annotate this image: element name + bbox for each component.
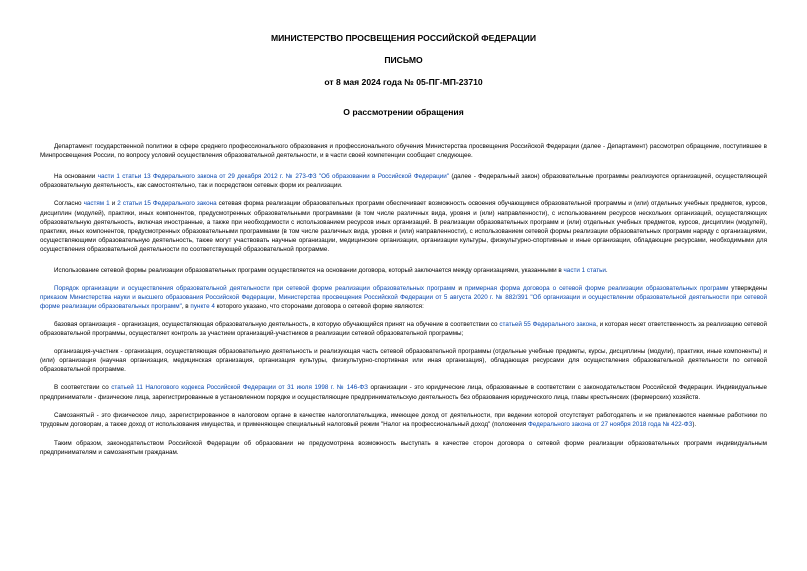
legal-reference-link[interactable]: частям 1: [83, 200, 110, 208]
paragraph-text: (далее - Федеральный закон) образовательные программы реализуются организацией, осуществляющей образовательную деятельность, как самостоятельно, так и посредством сетевых форм их реализации.: [40, 172, 768, 189]
legal-reference-link[interactable]: части 1 статьи: [563, 266, 606, 274]
paragraph: [40, 411, 767, 429]
paragraph: [40, 383, 767, 401]
legal-reference-link[interactable]: части 1 статьи 13 Федерального закона от 29 декабря 2012 г. № 273-ФЗ "Об образовании в Российской Федерации": [97, 172, 450, 180]
paragraph: [40, 284, 767, 311]
paragraph-text: Департамент государственной политики в сфере среднего профессионального образования и профессионального обучения Министерства просвещения Российской Федерации (далее - Департамент) рассмотрел обращение, поступившее в Минпросвещения России, по вопросу условий осуществления образовательной деятельности, и в части своей компетенции сообщает следующее.: [40, 143, 767, 160]
ministry-heading: МИНИСТЕРСТВО ПРОСВЕЩЕНИЯ РОССИЙСКОЙ ФЕДЕРАЦИИ: [270, 33, 537, 43]
paragraph-text: и: [109, 200, 118, 208]
paragraph-text: В соответствии со: [54, 384, 112, 392]
paragraph-text: базовая организация - организация, осуществляющая образовательную деятельность, в которую обучающийся принят на обучение в соответствии со: [54, 321, 500, 328]
paragraph-text: организации - это юридические лица, образованные в соответствии с законодательством Российской Федерации. Индивидуальные предприниматели - физические лица, зарегистрированные в установленном порядке и осуществляющие предпринимательскую деятельность без образования юридического лица, главы крестьянских (фермерских) хозяйств.: [40, 384, 767, 401]
paragraph-text: .: [605, 266, 608, 274]
paragraph: [40, 439, 767, 457]
paragraph-text: которого указано, что сторонами договора о сетевой форме являются:: [214, 303, 424, 311]
legal-reference-link[interactable]: статьей 11 Налогового кодекса Российской Федерации от 31 июля 1998 г. № 146-ФЗ: [111, 384, 368, 392]
paragraph: [40, 320, 767, 338]
paragraph: [40, 347, 767, 374]
legal-reference-link[interactable]: Порядок организации и осуществления образовательной деятельности при сетевой форме реализации образовательных программ: [54, 285, 456, 293]
document-type: ПИСЬМО: [384, 55, 423, 65]
paragraph: [40, 199, 767, 254]
paragraph-text: , в: [181, 303, 191, 311]
paragraph-text: и: [455, 285, 465, 293]
legal-reference-link[interactable]: статьей 55 Федерального закона: [499, 321, 597, 328]
paragraph-text: организация-участник - организация, осуществляющая образовательную деятельность и реализующая часть сетевой образовательной программы (отдельные учебные предметы, курсы, дисциплины (модули), практики, иные компоненты) и (или) организация (научная организация, медицинская организация, организация культуры, физкультурно-спортивная или иная организация), обладающая ресурсами для осуществления образовательной деятельности по сетевой образовательной программе.: [40, 347, 767, 373]
paragraph: [40, 172, 767, 190]
paragraph-text: Самозанятый - это физическое лицо, зарегистрированное в налоговом органе в качестве налогоплательщика, имеющее доход от деятельности, при ведении которой отсутствует работодатель и не привлекаются наемные работники по трудовым договорам, а также доход от использования имущества, и применяющее специальный налоговый режим "Налог на профессиональный доход" (положения: [40, 412, 767, 429]
legal-reference-link[interactable]: пункте 4: [190, 303, 215, 311]
document-date-number: от 8 мая 2024 года № 05-ПГ-МП-23710: [324, 77, 483, 87]
paragraph-text: Использование сетевой формы реализации образовательных программ осуществляется на основании договора, который заключается между организациями, указанными в: [54, 266, 564, 274]
paragraph-text: ).: [692, 421, 697, 429]
document-subject: О рассмотрении обращения: [343, 107, 464, 117]
paragraph: [40, 142, 767, 160]
paragraph: [40, 266, 767, 275]
legal-reference-link[interactable]: приказом Министерства науки и высшего образования Российской Федерации, Министерства просвещения Российской Федерации от 5 августа 2020 г. № 882/391 "Об организации и осуществлении образовательной деятельности при сетевой форме реализации образовательных программ": [40, 294, 767, 311]
paragraph-text: утверждены: [728, 285, 767, 293]
legal-reference-link[interactable]: примерная форма договора о сетевой форме реализации образовательных программ: [464, 285, 729, 293]
paragraph-text: сетевая форма реализации образовательных программ обеспечивает возможность освоения обучающимся образовательной программы и (или) отдельных учебных предметов, курсов, дисциплин (модулей), практики, иных компонентов, предусмотренных образовательными программами (в том числе различных вида, уровня и (или) направленности), с использованием ресурсов нескольких организаций, осуществляющих образовательную деятельность, включая иностранные, а также при необходимости с использованием ресурсов иных организаций. В реализации образовательных программ и (или) отдельных учебных предметов, курсов, дисциплин (модулей), практики, иных компонентов, предусмотренных образовательными программами (в том числе различных вида, уровня и (или) направленности), с использованием сетевой формы реализации образовательных программ наряду с организациями, осуществляющими образовательную деятельность, также могут участвовать научные организации, медицинские организации, организации культуры, физкультурно-спортивные и иные организации, обладающие ресурсами, необходимыми для осуществления образовательной деятельности по соответствующей образовательной программе.: [40, 200, 767, 253]
paragraph-text: На основании: [54, 172, 98, 180]
legal-reference-link[interactable]: 2 статьи 15 Федерального закона: [117, 200, 217, 208]
legal-reference-link[interactable]: Федерального закона от 27 ноября 2018 года № 422-ФЗ: [527, 421, 693, 429]
paragraph-text: Таким образом, законодательством Российской Федерации об образовании не предусмотрена возможность выступать в качестве сторон договора о сетевой форме реализации образовательных программ индивидуальным предпринимателям и самозанятым гражданам.: [40, 439, 767, 456]
paragraph-text: , и которая несет ответственность за реализацию сетевой образовательной программы, осуществляет контроль за участием организаций-участников в реализации сетевой образовательной программы;: [40, 321, 767, 338]
paragraph-text: Согласно: [54, 200, 84, 208]
